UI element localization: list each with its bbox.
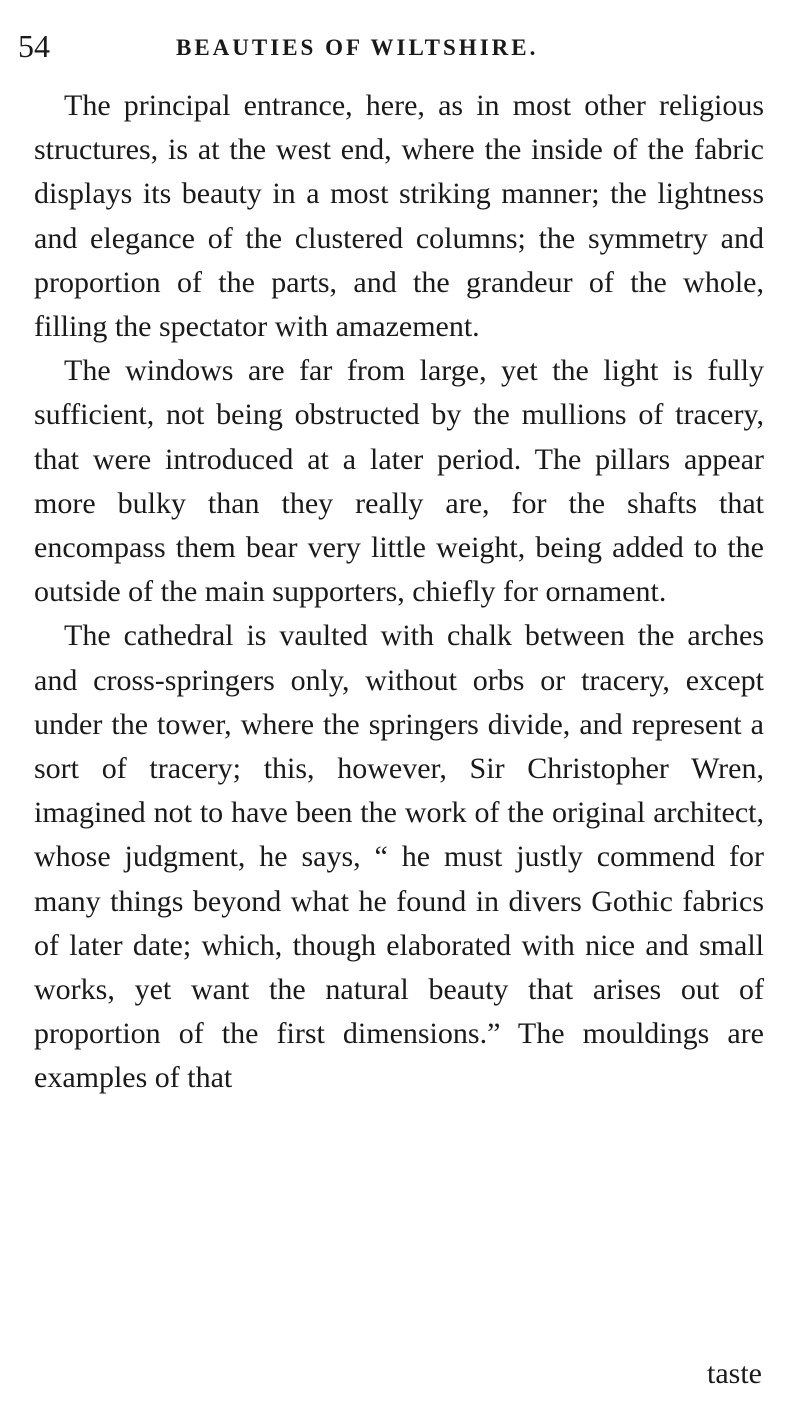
page-number: 54	[18, 28, 50, 64]
page-header	[18, 26, 778, 66]
paragraph-vaulting: The cathedral is vaulted with chalk between the arches and cross-springers only, without orbs or tracery, except under the tower, where the springers divide, and represent a sort of tracery; this, however, Sir Christopher Wren, imagined not to have been the work of the original architect, whose judgment, he says, “ he must justly commend for many things beyond what he found in divers Gothic fabrics of later date; which, though elaborated with nice and small works, yet want the natural beauty that arises out of proportion of the first dimensions.” The mouldings are examples of that	[34, 619, 764, 1095]
running-head: BEAUTIES OF WILTSHIRE.	[176, 35, 539, 60]
body-text	[34, 84, 764, 1101]
paragraph-windows: The windows are far from large, yet the light is fully sufficient, not being obstructed by the mullions of tracery, that were introduced at a later period. The pillars appear more bulky than they really are, for the shafts that encompass them bear very little weight, being added to the outside of the main supporters, chiefly for ornament.	[34, 354, 764, 609]
catchword: taste	[707, 1357, 762, 1390]
paragraph-entrance: The principal entrance, here, as in most other religious structures, is at the west end, where the inside of the fabric displays its beauty in a most striking manner; the lightness and elegance of the clustered columns; the symmetry and proportion of the parts, and the grandeur of the whole, filling the spectator with amazement.	[34, 89, 764, 344]
